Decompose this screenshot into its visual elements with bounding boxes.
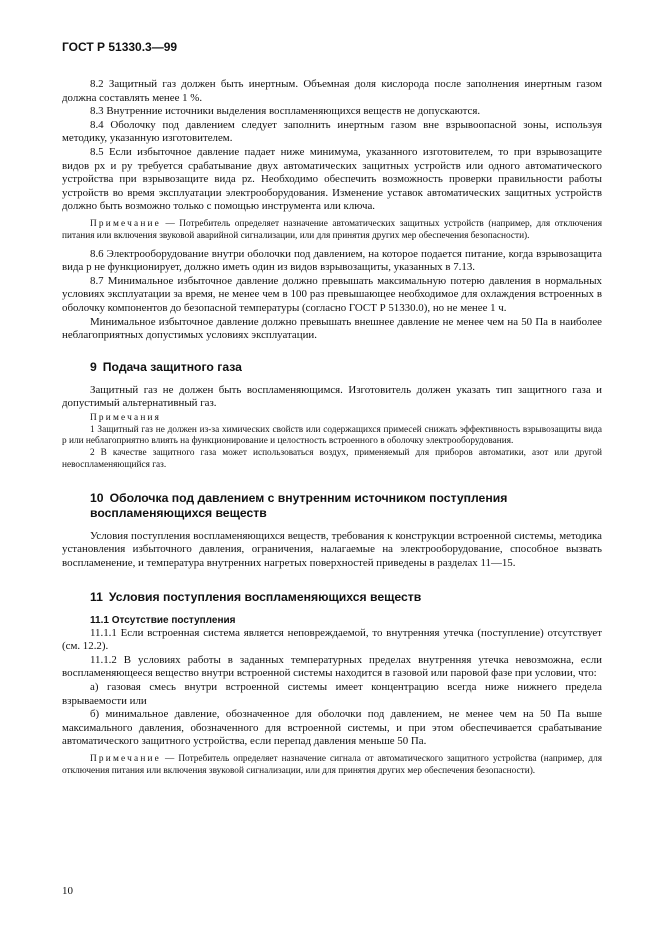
note-item-1: 1 Защитный газ не должен из-за химических свойств или содержащихся примесей снижать эффективность взрывозащиты вида р или неблагоприятно влиять на функционирование и целостность встроенного в оболочку электрооборудования. <box>62 424 602 447</box>
paragraph-8-7: 8.7 Минимальное избыточное давление должно превышать максимальную потерю давления в нормальных условиях эксплуатации за время, не менее чем в 100 раз превышающее необходимое для охлаждения встроенных в оболочку компонентов до безопасной температуры (согласно ГОСТ Р 51330.0), но не менее 1 ч. <box>62 274 602 314</box>
subsection-11-1-heading: 11.1 Отсутствие поступления <box>90 614 236 626</box>
list-item-b: б) минимальное давление, обозначенное для оболочки под давлением, не менее чем на 50 Па выше максимального давления, обозначенного для встроенной системы, и при этом обеспечивается срабатывание автоматического защитного устройства, если перепад давления меньше 50 Па. <box>62 708 602 748</box>
list-item-a: а) газовая смесь внутри встроенной системы имеет концентрацию всегда ниже нижнего предела взрываемости или <box>62 681 602 707</box>
section-title: Оболочка под давлением с внутренним источником поступления воспламеняющихся веществ <box>90 490 508 520</box>
paragraph-8-7-cont: Минимальное избыточное давление должно превышать внешнее давление не менее чем на 50 Па в наиболее неблагоприятных допустимых условиях эксплуатации. <box>62 315 602 342</box>
paragraph-8-2: 8.2 Защитный газ должен быть инертным. Объемная доля кислорода после заполнения инертным газом должна составлять менее 1 %. <box>62 78 602 104</box>
page-number: 10 <box>62 885 73 897</box>
paragraph-8-3: 8.3 Внутренние источники выделения воспламеняющихся веществ не допускаются. <box>90 105 481 118</box>
section-9-text: Защитный газ не должен быть воспламеняющимся. Изготовитель должен указать тип защитного газа и допустимый альтернативный газ. <box>62 383 602 410</box>
note-text: — Потребитель определяет назначение автоматических защитных устройств (например, для отключения питания или включения звуковой аварийной сигнализации, или для принятия других мер обеспечения безопасности). <box>62 218 602 241</box>
document-page <box>62 40 602 778</box>
section-9-heading <box>62 360 602 375</box>
note-label: Примечание <box>90 753 161 764</box>
paragraph-8-6: 8.6 Электрооборудование внутри оболочки под давлением, на которое подается питание, когда взрывозащита вида р не функционирует, должно иметь один из видов взрывозащиты, указанных в 7.13. <box>62 247 602 274</box>
note-item-2: 2 В качестве защитного газа может использоваться воздух, применяемый для приборов автоматики, азот или другой невоспламеняющийся газ. <box>62 448 602 471</box>
note-8-5 <box>62 219 602 243</box>
paragraph-8-4: 8.4 Оболочку под давлением следует заполнить инертным газом вне взрывоопасной зоны, используя методику, указанную изготовителем. <box>62 118 602 145</box>
section-number: 10 <box>90 490 104 505</box>
section-number: 11 <box>90 589 103 604</box>
section-10-heading <box>62 491 602 521</box>
section-10-text: Условия поступления воспламеняющихся веществ, требования к конструкции встроенной системы, методика установления избыточного давления, ограничения, налагаемые на электрооборудование, способное вызвать воспламенение, и температура внутренних нагретых поверхностей приведены в разделах 11—15. <box>62 529 602 570</box>
note-11 <box>62 754 602 778</box>
section-11-heading <box>62 590 602 605</box>
document-header: ГОСТ Р 51330.3—99 <box>62 40 178 54</box>
section-title: Подача защитного газа <box>102 359 242 374</box>
note-text: — Потребитель определяет назначение сигнала от автоматического защитного устройства (например, для отключения питания или включения звуковой сигнализации, или для принятия других мер обеспечения безопасности). <box>62 753 602 776</box>
section-title: Условия поступления воспламеняющихся веществ <box>108 589 422 604</box>
paragraph-11-1-1: 11.1.1 Если встроенная система является неповреждаемой, то внутренняя утечка (поступление) отсутствует (см. 12.2). <box>62 626 602 653</box>
note-label: Примечание <box>90 218 161 229</box>
paragraph-11-1-2: 11.1.2 В условиях работы в заданных температурных пределах внутренняя утечка невозможна, если воспламеняющееся вещество внутри встроенной системы находится в газовой или паровой фазе при условии, что: <box>62 653 602 680</box>
paragraph-8-5: 8.5 Если избыточное давление падает ниже минимума, указанного изготовителем, то при взрывозащите видов px и py требуется срабатывание двух автоматических защитных устройств или одного автоматического устройства при взрывозащите вида pz. Необходимо обеспечить возможность проверки правильности работы устройств во время эксплуатации электрооборудования. Изменение уставок автоматических защитных устройств должно быть возможно только с помощью инструмента или ключа. <box>62 145 602 213</box>
notes-title: Примечания <box>90 412 162 423</box>
section-number: 9 <box>90 359 97 374</box>
